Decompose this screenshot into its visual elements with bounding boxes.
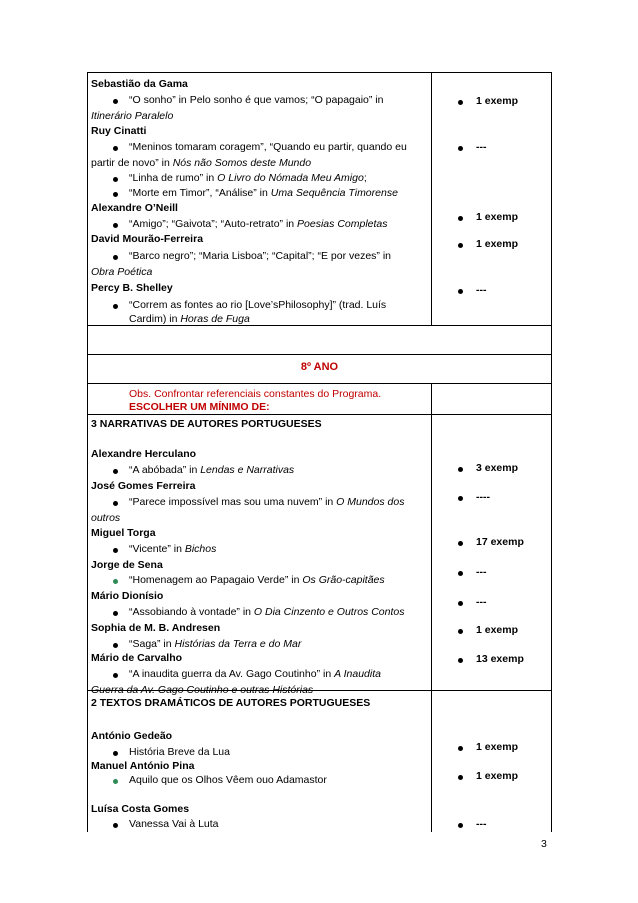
bullet-icon	[113, 223, 118, 228]
bullet-icon	[458, 823, 463, 828]
work-text: “Vicente” in	[129, 543, 185, 555]
work-title: outros	[91, 512, 121, 524]
work-item	[129, 606, 405, 619]
work-text: “Parece impossível mas sou uma nuvem” in	[129, 496, 337, 508]
copies-count: ---	[476, 596, 487, 608]
bullet-icon	[113, 611, 118, 616]
grade-header: 8º ANO	[300, 361, 339, 373]
work-text: “Homenagem ao Papagaio Verde” in	[129, 574, 303, 586]
bullet-icon	[458, 467, 463, 472]
work-item-continuation	[91, 110, 173, 123]
work-text: “Assobiando à vontade” in	[129, 606, 254, 618]
author-name: Mário Dionísio	[91, 590, 164, 602]
work-text: ;	[363, 172, 367, 184]
author-name: Sophia de M. B. Andresen	[91, 622, 221, 634]
work-item-continuation	[91, 684, 313, 697]
author-name: Sebastião da Gama	[91, 78, 188, 90]
work-text: “A inaudita guerra da Av. Gago Coutinho” in	[129, 668, 335, 680]
work-text: “A abóbada” in	[129, 464, 201, 476]
bullet-icon	[113, 579, 118, 584]
work-text: História Breve da Lua	[129, 746, 230, 758]
bullet-icon	[458, 216, 463, 221]
section-heading-dramatic-texts: 2 TEXTOS DRAMÁTICOS DE AUTORES PORTUGUESES	[91, 697, 371, 709]
bullet-icon	[113, 177, 118, 182]
table-column-divider	[431, 383, 432, 832]
work-item-continuation	[91, 157, 311, 170]
table-border-top	[87, 72, 552, 73]
author-name: Alexandre Herculano	[91, 448, 197, 460]
work-item	[129, 172, 367, 185]
author-name: José Gomes Ferreira	[91, 480, 196, 492]
work-text: Aquilo que os Olhos Vêem ouo Adamastor	[129, 774, 327, 786]
copies-count: ----	[476, 491, 490, 503]
work-text: Cardim) in	[129, 313, 181, 325]
copies-count: 1 exemp	[476, 624, 519, 636]
work-item	[129, 299, 386, 312]
work-item	[129, 187, 398, 200]
work-title: Guerra da Av. Gago Coutinho e outras Histórias	[91, 684, 314, 696]
bullet-icon	[458, 629, 463, 634]
bullet-icon	[113, 146, 118, 151]
work-title: Poesias Completas	[297, 218, 388, 230]
copies-count: 1 exemp	[476, 238, 519, 250]
work-title: Lendas e Narrativas	[200, 464, 295, 476]
copies-count: 3 exemp	[476, 462, 519, 474]
copies-count: ---	[476, 566, 487, 578]
work-title: Nós não Somos deste Mundo	[172, 157, 312, 169]
work-item	[129, 250, 391, 263]
work-title: Itinerário Paralelo	[91, 110, 174, 122]
work-text: partir de novo” in	[91, 157, 173, 169]
bullet-icon	[113, 469, 118, 474]
author-name: David Mourão-Ferreira	[91, 233, 204, 245]
work-item	[129, 818, 219, 831]
table-border-left	[87, 72, 88, 832]
bullet-icon	[458, 289, 463, 294]
work-text: Vanessa Vai à Luta	[129, 818, 219, 830]
work-item	[129, 141, 407, 154]
work-item	[129, 543, 216, 556]
author-name: Percy B. Shelley	[91, 282, 173, 294]
work-text: “Meninos tomaram coragem”, “Quando eu partir, quando eu	[129, 141, 407, 153]
author-name: António Gedeão	[91, 730, 173, 742]
page-number: 3	[541, 838, 547, 850]
observation-note: Obs. Confrontar referenciais constantes do Programa.	[129, 388, 382, 400]
work-item	[129, 774, 327, 787]
copies-count: 1 exemp	[476, 770, 519, 782]
bullet-icon	[458, 571, 463, 576]
copies-count: ---	[476, 284, 487, 296]
bullet-icon	[113, 751, 118, 756]
copies-count: 1 exemp	[476, 741, 519, 753]
work-item	[129, 218, 388, 231]
copies-count: 1 exemp	[476, 211, 519, 223]
work-item-continuation	[91, 266, 152, 279]
table-rule	[87, 383, 552, 384]
work-title: Obra Poética	[91, 266, 153, 278]
work-title: O Livro do Nómada Meu Amigo	[217, 172, 364, 184]
table-column-divider	[431, 72, 432, 325]
work-item	[129, 94, 383, 107]
bullet-icon	[458, 541, 463, 546]
work-text: “Amigo”; “Gaivota”; “Auto-retrato” in	[129, 218, 298, 230]
work-title: O Dia Cinzento e Outros Contos	[253, 606, 405, 618]
work-item-continuation	[91, 512, 120, 525]
section-heading-narratives: 3 NARRATIVAS DE AUTORES PORTUGUESES	[91, 418, 322, 430]
bullet-icon	[458, 243, 463, 248]
author-name: Luísa Costa Gomes	[91, 803, 190, 815]
bullet-icon	[458, 601, 463, 606]
minimum-instruction: ESCOLHER UM MÍNIMO DE:	[129, 401, 270, 413]
table-rule	[87, 414, 552, 415]
bullet-icon	[113, 501, 118, 506]
work-item	[129, 638, 301, 651]
bullet-icon	[113, 548, 118, 553]
bullet-icon	[113, 673, 118, 678]
work-title: Os Grão-capitães	[302, 574, 385, 586]
bullet-icon	[458, 496, 463, 501]
bullet-icon	[458, 775, 463, 780]
bullet-icon	[113, 255, 118, 260]
bullet-icon	[113, 643, 118, 648]
work-text: “O sonho” in Pelo sonho é que vamos; “O papagaio” in	[129, 94, 384, 106]
work-text: “Saga” in	[129, 638, 175, 650]
author-name: Miguel Torga	[91, 527, 156, 539]
work-item	[129, 496, 404, 509]
table-border-right	[551, 72, 552, 832]
copies-count: ---	[476, 141, 487, 153]
copies-count: ---	[476, 818, 487, 830]
work-title: Horas de Fuga	[180, 313, 250, 325]
table-rule	[87, 354, 552, 355]
copies-count: 1 exemp	[476, 95, 519, 107]
work-title: A Inaudita	[334, 668, 381, 680]
bullet-icon	[113, 779, 118, 784]
bullet-icon	[113, 99, 118, 104]
copies-count: 17 exemp	[476, 536, 524, 548]
work-item-continuation	[129, 313, 250, 326]
work-text: “Linha de rumo” in	[129, 172, 218, 184]
copies-count: 13 exemp	[476, 653, 524, 665]
bullet-icon	[458, 746, 463, 751]
work-item	[129, 574, 385, 587]
work-item	[129, 668, 381, 681]
bullet-icon	[458, 658, 463, 663]
bullet-icon	[113, 823, 118, 828]
author-name: Alexandre O’Neill	[91, 202, 178, 214]
bullet-icon	[458, 146, 463, 151]
work-title: Uma Sequência Timorense	[270, 187, 398, 199]
author-name: Mário de Carvalho	[91, 652, 183, 664]
author-name: Ruy Cinatti	[91, 125, 147, 137]
work-text: “Correm as fontes ao rio [Love’sPhilosophy]” (trad. Luís	[129, 299, 387, 311]
work-text: “Morte em Timor”, “Análise” in	[129, 187, 271, 199]
work-title: Histórias da Terra e do Mar	[174, 638, 302, 650]
bullet-icon	[113, 192, 118, 197]
work-title: Bichos	[184, 543, 217, 555]
work-title: O Mundos dos	[336, 496, 405, 508]
bullet-icon	[113, 304, 118, 309]
author-name: Jorge de Sena	[91, 559, 163, 571]
work-item	[129, 746, 230, 759]
bullet-icon	[458, 100, 463, 105]
work-text: “Barco negro”; “Maria Lisboa”; “Capital”; “E por vezes” in	[129, 250, 392, 262]
work-item	[129, 464, 294, 477]
author-name: Manuel António Pina	[91, 760, 195, 772]
